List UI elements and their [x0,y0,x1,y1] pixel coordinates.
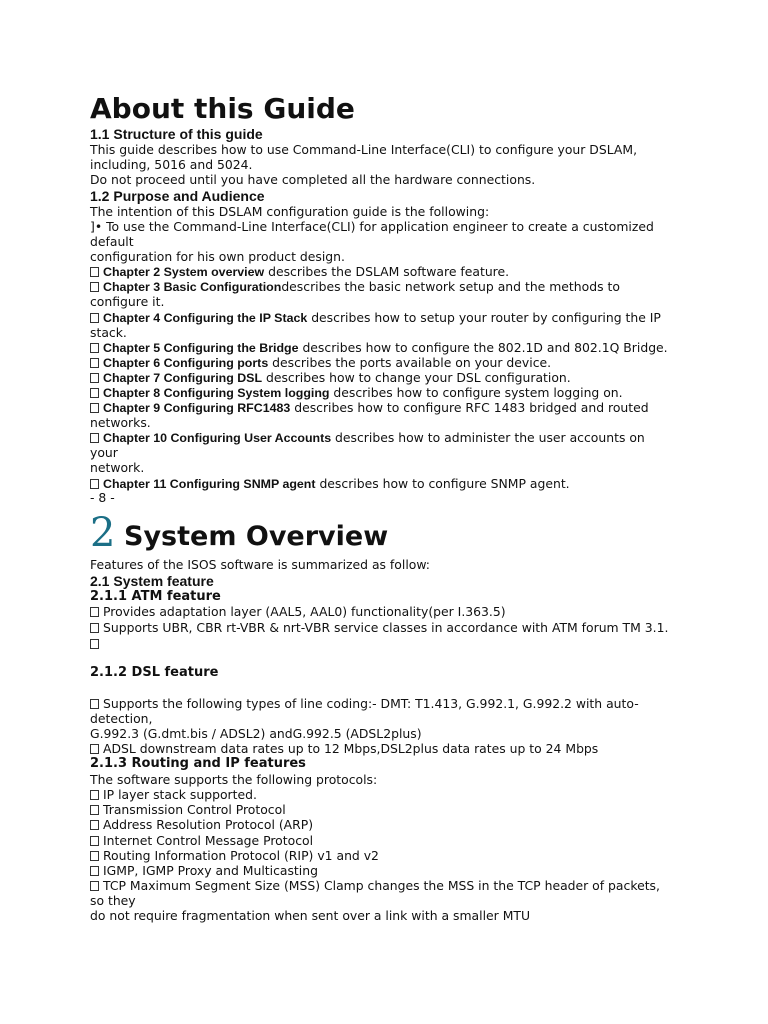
chapter-list-item [90,476,570,492]
bullet-text: Transmission Control Protocol [103,802,286,817]
chapter-name: Chapter 9 Configuring RFC1483 [103,401,291,415]
bullet-box-icon [90,699,99,709]
bullet-box-icon [90,623,99,633]
page-number: - 8 - [90,490,115,505]
bullet-box-icon [90,820,99,830]
bullet-text: Provides adaptation layer (AAL5, AAL0) functionality(per I.363.5) [103,604,506,619]
chapter-description: describes how to configure RFC 1483 bridged and routed [290,400,649,415]
bullet-item [90,817,313,832]
chapter-list-item [90,355,551,371]
chapter-name: Chapter 11 Configuring SNMP agent [103,477,316,491]
paragraph-line: ]• To use the Command-Line Interface(CLI) for application engineer to create a customized [90,219,654,234]
chapter-description: describes how to change your DSL configuration. [262,370,571,385]
bullet-box-icon [90,373,99,383]
chapter-title: System Overview [124,521,389,552]
bullet-box-icon [90,744,99,754]
bullet-item [90,833,313,848]
bullet-text-cont: G.992.3 (G.dmt.bis / ADSL2) andG.992.5 (ADSL2plus) [90,726,422,741]
bullet-box-icon [90,790,99,800]
bullet-box-icon [90,805,99,815]
bullet-box-icon [90,479,99,489]
subsection-heading: 2.1.1 ATM feature [90,589,221,604]
bullet-item [90,878,660,893]
bullet-text: IGMP, IGMP Proxy and Multicasting [103,863,318,878]
chapter-description: describes how to configure system logging on. [329,385,623,400]
chapter-list-item [90,279,620,295]
chapter-description: describes the basic network setup and the methods to [281,279,620,294]
bullet-item [90,863,318,878]
bullet-item [90,620,668,635]
subsection-heading: 2.1.2 DSL feature [90,665,219,680]
bullet-text: Supports UBR, CBR rt-VBR & nrt-VBR service classes in accordance with ATM forum TM 3.1. [103,620,669,635]
bullet-text: IP layer stack supported. [103,787,257,802]
chapter-description-cont: configure it. [90,294,165,309]
bullet-item [90,741,598,756]
bullet-box-icon [90,881,99,891]
bullet-box-icon [90,607,99,617]
paragraph-line: Do not proceed until you have completed all the hardware connections. [90,172,536,187]
chapter-description: describes how to configure the 802.1D and 802.1Q Bridge. [298,340,668,355]
chapter-name: Chapter 6 Configuring ports [103,356,269,370]
chapter-list-item [90,370,571,386]
chapter-list-item [90,310,661,326]
paragraph-line: The intention of this DSLAM configuration guide is the following: [90,204,490,219]
bullet-text-cont: so they [90,893,136,908]
paragraph-line: default [90,234,134,249]
bullet-text: Internet Control Message Protocol [103,833,314,848]
page-title: About this Guide [90,92,355,125]
chapter-description: describes how to setup your router by configuring the IP [307,310,661,325]
chapter-description-cont: stack. [90,325,127,340]
chapter-name: Chapter 8 Configuring System logging [103,386,330,400]
chapter-name: Chapter 5 Configuring the Bridge [103,341,299,355]
bullet-text: ADSL downstream data rates up to 12 Mbps,DSL2plus data rates up to 24 Mbps [103,741,599,756]
chapter-description-cont: network. [90,460,145,475]
chapter-number: 2 [90,510,116,556]
chapter-list-item [90,400,649,416]
paragraph-line: This guide describes how to use Command-Line Interface(CLI) to configure your DSLAM, [90,142,638,157]
chapter-list-item [90,264,509,280]
chapter-name: Chapter 7 Configuring DSL [103,371,263,385]
chapter-list-item [90,430,645,446]
bullet-item [90,802,286,817]
bullet-box-icon [90,388,99,398]
chapter-description-cont: networks. [90,415,151,430]
chapter-name: Chapter 2 System overview [103,265,265,279]
chapter-name: Chapter 10 Configuring User Accounts [103,431,332,445]
bullet-text-cont: do not require fragmentation when sent over a link with a smaller MTU [90,908,531,923]
chapter-description: describes the ports available on your device. [268,355,552,370]
section-heading: 2.1 System feature [90,573,214,589]
bullet-box-icon [90,433,99,443]
bullet-item-empty [90,636,103,651]
chapter-description: describes how to configure SNMP agent. [315,476,570,491]
bullet-box-icon [90,866,99,876]
bullet-text: TCP Maximum Segment Size (MSS) Clamp changes the MSS in the TCP header of packets, [103,878,660,893]
bullet-item [90,787,257,802]
bullet-box-icon [90,403,99,413]
paragraph-line: including, 5016 and 5024. [90,157,253,172]
paragraph-line: configuration for his own product design. [90,249,345,264]
subsection-heading: 2.1.3 Routing and IP features [90,756,306,771]
paragraph-line: The software supports the following protocols: [90,772,378,787]
chapter-name: Chapter 3 Basic Configuration [103,280,282,294]
section-heading: 1.1 Structure of this guide [90,126,263,142]
chapter-list-item [90,340,668,356]
bullet-text: Address Resolution Protocol (ARP) [103,817,314,832]
chapter-description: describes how to administer the user accounts on [331,430,645,445]
bullet-item [90,604,506,619]
bullet-item [90,696,639,711]
bullet-box-icon [90,836,99,846]
bullet-box-icon [90,267,99,277]
bullet-box-icon [90,282,99,292]
chapter-description: describes the DSLAM software feature. [264,264,510,279]
bullet-box-icon [90,851,99,861]
bullet-box-icon [90,358,99,368]
bullet-box-icon [90,313,99,323]
bullet-box-icon [90,343,99,353]
chapter-description-cont: your [90,445,118,460]
bullet-box-icon [90,639,99,649]
bullet-text-cont: detection, [90,711,153,726]
section-heading: 1.2 Purpose and Audience [90,188,265,204]
bullet-text: Routing Information Protocol (RIP) v1 and v2 [103,848,379,863]
paragraph-line: Features of the ISOS software is summarized as follow: [90,557,430,572]
chapter-list-item [90,385,623,401]
bullet-text: Supports the following types of line coding:- DMT: T1.413, G.992.1, G.992.2 with auto- [103,696,639,711]
bullet-item [90,848,379,863]
chapter-name: Chapter 4 Configuring the IP Stack [103,311,308,325]
